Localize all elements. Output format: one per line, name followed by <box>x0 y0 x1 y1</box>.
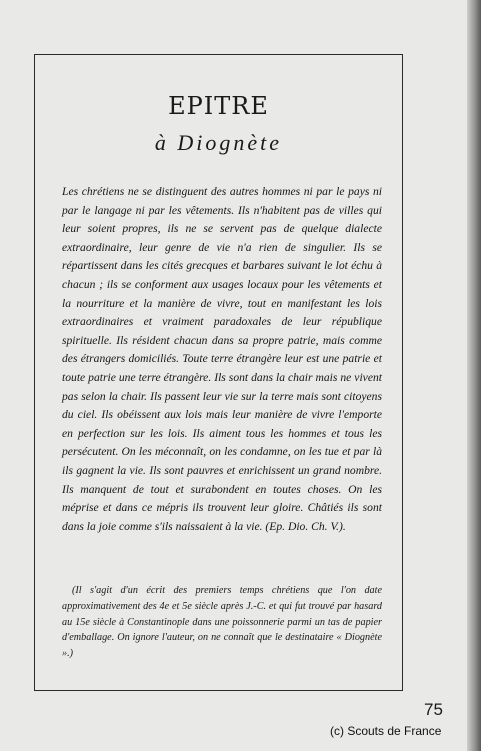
page-number: 75 <box>424 700 443 719</box>
footnote-paragraph: (Il s'agit d'un écrit des premiers temps chrétiens que l'on date approximativement des 4e et 5e siècle après J.-C. et qui fut trouvé par hasard au 15e siècle à Constantinople dans une poissonnerie parmi un tas de papier d'emballage. On ignore l'auteur, on ne connaît que le destinataire « Diognète ».) <box>62 585 382 660</box>
page-edge-shadow <box>467 0 481 751</box>
copyright-credit: (c) Scouts de France <box>330 724 442 738</box>
page-title: EPITRE <box>168 92 269 120</box>
body-paragraph: Les chrétiens ne se distinguent des autres hommes ni par le pays ni par le langage ni par les vêtements. Ils n'habitent pas de villes qui leur soient propres, ils ne se servent pas de quelque dialecte extraordinaire, leur genre de vie n'a rien de singulier. Ils se répartissent dans les cités grecques et barbares suivant le lot échu à chacun ; ils se conforment aux usages locaux pour les vêtements et la nourriture et la manière de vivre, tout en manifestant les lois extraordinaires et vraiment paradoxales de leur république spirituelle. Ils résident chacun dans sa propre patrie, mais comme des étrangers domiciliés. Toute terre étrangère leur est une patrie et toute patrie une terre étrangère. Ils sont dans la chair mais ne vivent pas selon la chair. Ils passent leur vie sur la terre mais sont citoyens du ciel. Ils obéissent aux lois mais leur manière de vivre l'emporte en perfection sur les lois. Ils aiment tous les hommes et tous les persécutent. On les méconnaît, on les condamne, on les tue et par là ils gagnent la vie. Ils sont pauvres et enrichissent un grand nombre. Ils manquent de tout et surabondent en toutes choses. On les méprise et dans ce mépris ils trouvent leur gloire. Châtiés ils sont dans la joie comme s'ils naissaient à la vie. (Ep. Dio. Ch. V.). <box>62 185 382 533</box>
page-subtitle: à Diognète <box>154 130 283 155</box>
